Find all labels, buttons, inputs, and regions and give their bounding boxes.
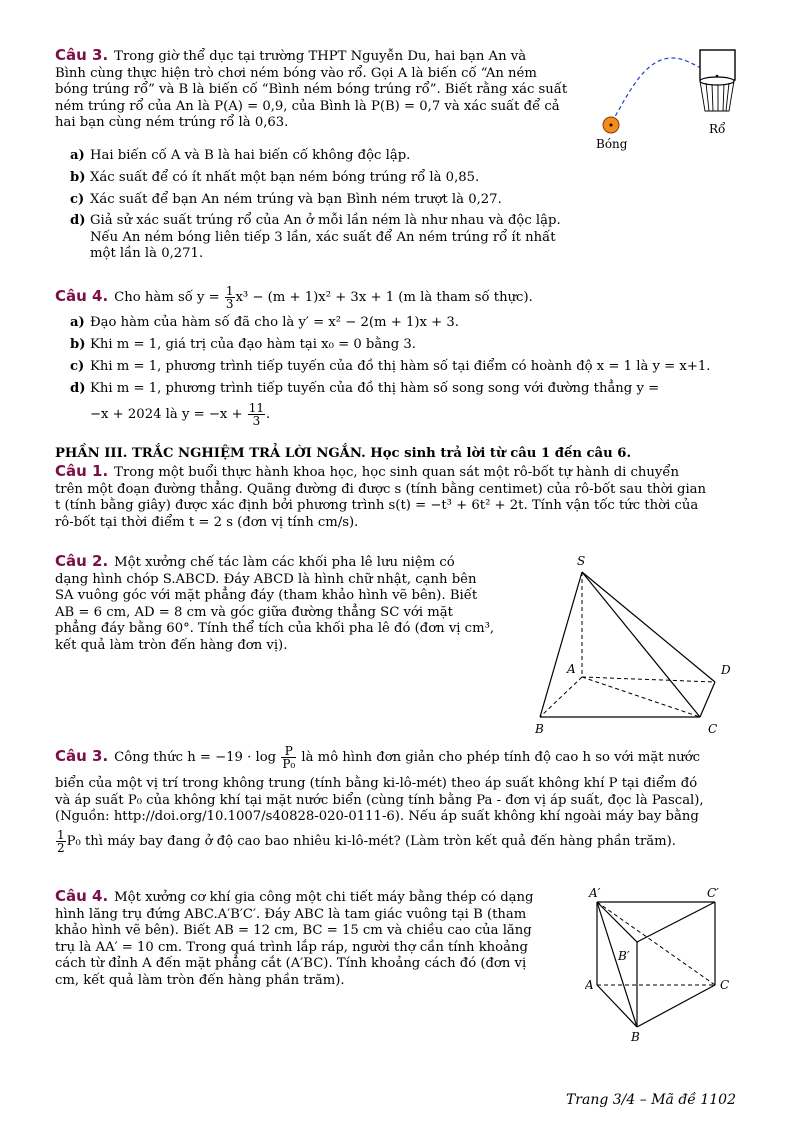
vertex-C: C	[708, 722, 718, 736]
vertex-A-prime: A′	[589, 886, 601, 900]
vertex-C: C	[720, 978, 730, 992]
question-4-function: Câu 4. Cho hàm số y = $\frac{1}{3}$ x³ − (m + 1)x² + 3x + 1 (m là tham số thực).	[55, 284, 533, 311]
option-c: c) Xác suất để bạn An ném trúng và bạn Bình ném trượt là 0,27.	[70, 192, 502, 207]
vertex-C-prime: C′	[707, 886, 719, 900]
option-a: a) Hai biến cố A và B là hai biến cố không độc lập.	[70, 148, 411, 163]
option-a: a) Đạo hàm của hàm số đã cho là y′ = x² − 2(m + 1)x + 3.	[70, 315, 459, 330]
option-d: d) Khi m = 1, phương trình tiếp tuyến của đồ thị hàm số song song với đường thẳng y = −x + 2024 là y = −x + $\frac{11}{3}$ .	[70, 381, 660, 428]
prism-figure	[585, 885, 745, 1045]
vertex-A: A	[567, 662, 576, 676]
question-label: Câu 3.	[55, 46, 109, 64]
hoop-label: Rổ	[709, 122, 726, 136]
question-3-probability: Câu 3. Trong giờ thể dục tại trường THPT Nguyễn Du, hai bạn An và Bình cùng thực hiện trò chơi ném bóng vào rổ. Gọi A là biến cố “An ném bóng trúng rổ” và B là biến cố “Bình ném bóng trúng rổ”. Biết rằng xác suất ném trúng rổ của An là P(A) = 0,9, của Bình là P(B) = 0,7 và xác suất để cả hai bạn cùng ném trúng rổ là 0,63.	[55, 46, 568, 130]
vertex-A: A	[585, 978, 594, 992]
question-4-prism: Câu 4. Một xưởng cơ khí gia công một chi tiết máy bằng thép có dạng hình lăng trụ đứng ABC.A′B′C′. Đáy ABC là tam giác vuông tại B (tham khảo hình vẽ bên). Biết AB = 12 cm, BC = 15 cm và chiều cao của lăng trụ là AA′ = 10 cm. Trong quá trình lắp ráp, người thợ cần tính khoảng cách từ đỉnh A đến mặt phẳng cắt (A′BC). Tính khoảng cách đó (đơn vị cm, kết quả làm tròn đến hàng phần trăm).	[55, 887, 534, 988]
part-3-heading: PHẦN III. TRẮC NGHIỆM TRẢ LỜI NGẮN. Học sinh trả lời từ câu 1 đến câu 6.	[55, 446, 632, 461]
vertex-B: B	[535, 722, 544, 736]
vertex-B-prime: B′	[618, 949, 630, 963]
question-3-altitude: Câu 3. Công thức h = −19 · log $\frac{P}{\text{P₀}}$ là mô hình đơn giản cho phép tính độ cao h so với mặt nước biển của một vị trí trong không trung (tính bằng ki-lô-mét) theo áp suất không khí P tại điểm đó và áp suất P₀ của không khí tại mặt nước biển (cùng tính bằng Pa - đơn vị áp suất, đọc là Pascal), (Nguồn: http://doi.org/10.1007/s40828-020-0111-6). Nếu áp suất không khí ngoài máy bay bằng $\frac{1}{2}$ P₀ thì máy bay đang ở độ cao bao nhiêu ki-lô-mét? (Làm tròn kết quả đến hàng phần trăm).	[55, 744, 704, 855]
vertex-B: B	[631, 1030, 640, 1044]
question-2-pyramid: Câu 2. Một xưởng chế tác làm các khối pha lê lưu niệm có dạng hình chóp S.ABCD. Đáy ABCD là hình chữ nhật, cạnh bên SA vuông góc với mặt phẳng đáy (tham khảo hình vẽ bên). Biết AB = 6 cm, AD = 8 cm và góc giữa đường thẳng SC với mặt phẳng đáy bằng 60°. Tính thể tích của khối pha lê đó (đơn vị cm³, kết quả làm tròn đến hàng đơn vị).	[55, 552, 495, 653]
question-1-robot: Câu 1. Trong một buổi thực hành khoa học, học sinh quan sát một rô-bốt tự hành di chuyển trên một đoạn đường thẳng. Quãng đường đi được s (tính bằng centimet) của rô-bốt sau thời gian t (tính bằng giây) được xác định bởi phương trình s(t) = −t³ + 6t² + 2t. Tính vận tốc tức thời của rô-bốt tại thời điểm t = 2 s (đơn vị tính cm/s).	[55, 462, 707, 530]
basketball-figure	[590, 45, 750, 155]
vertex-S: S	[577, 554, 586, 568]
option-b: b) Khi m = 1, giá trị của đạo hàm tại x₀ = 0 bằng 3.	[70, 337, 416, 352]
option-b: b) Xác suất để có ít nhất một bạn ném bóng trúng rổ là 0,85.	[70, 170, 480, 185]
pyramid-figure	[535, 550, 745, 740]
vertex-D: D	[721, 663, 731, 677]
option-d: d) Giả sử xác suất trúng rổ của An ở mỗi lần ném là như nhau và độc lập. Nếu An ném bóng liên tiếp 3 lần, xác suất để An ném trúng rổ ít nhất một lần là 0,271.	[70, 213, 561, 261]
option-c: c) Khi m = 1, phương trình tiếp tuyến của đồ thị hàm số tại điểm có hoành độ x = 1 là y = x+1.	[70, 359, 711, 374]
page-footer: Trang 3/4 – Mã đề 1102	[565, 1092, 736, 1108]
ball-label: Bóng	[596, 137, 628, 151]
